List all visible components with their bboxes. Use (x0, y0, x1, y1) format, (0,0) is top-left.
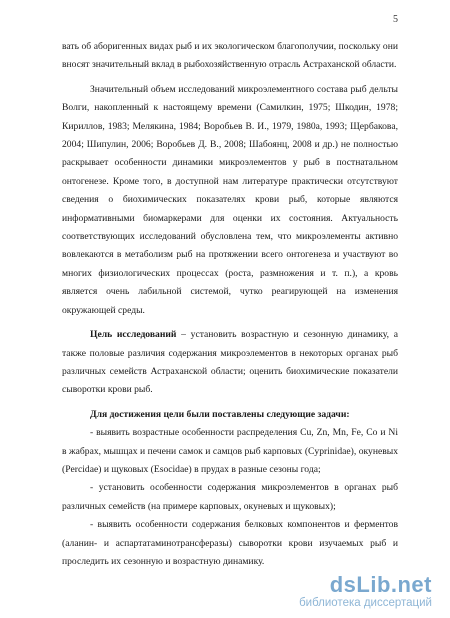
page-number: 5 (393, 14, 398, 25)
tasks-heading: Для достижения цели были поставлены следующие задачи: (90, 408, 350, 420)
goal-text: – установить возрастную и сезонную динамику, а также половые различия содержания микроэлементов в некоторых органах рыб различных семейств Астраханской области; оценить биохимические показатели сыворотки крови рыб. (62, 329, 398, 396)
task-item: - выявить возрастные особенности распределения Cu, Zn, Mn, Fe, Co и Ni в жабрах, мышцах и печени самок и самцов рыб карповых (Cyprinidae), окуневых (Percidae) и щуковых (Esocidae) в прудах в разные сезоны года; (62, 427, 398, 475)
task-item: - установить особенности содержания микроэлементов в органах рыб различных семейств (на примере карповых, окуневых и щуковых); (62, 482, 398, 512)
watermark-logo: dsLib.net (329, 572, 432, 597)
watermark (242, 572, 432, 612)
paragraph-continuation: вать об аборигенных видах рыб и их экологическом благополучии, поскольку они вносят значительный вклад в рыбохозяйственную отрасль Астраханской области. (62, 41, 398, 71)
goal-label: Цель исследований (90, 329, 177, 341)
document-body (62, 38, 398, 571)
task-item: - выявить особенности содержания белковых компонентов и ферментов (аланин- и аспартатаминотрансферазы) сыворотки крови изучаемых рыб и проследить их сезонную и возрастную динамику. (62, 519, 398, 567)
paragraph-goal (62, 326, 398, 400)
watermark-subtitle: библиотека диссертаций (299, 597, 432, 609)
paragraph-research-overview: Значительный объем исследований микроэлементного состава рыб дельты Волги, накопленный к настоящему времени (Самилкин, 1975; Шкодин, 1978; Кириллов, 1983; Мелякина, 1984; Воробьев В. И., 1979, 1980а, 1993; Щербакова, 2004; Шипулин, 2006; Воробьев Д. В., 2008; Шабоянц, 2008 и др.) не полностью раскрывает особенности динамики микроэлементов у рыб в постнатальном онтогенезе. Кроме того, в доступной нам литературе практически отсутствуют сведения о биохимических показателях крови рыб, которые являются информативными биомаркерами для оценки их состояния. Актуальность соответствующих исследований обусловлена тем, что микроэлементы активно вовлекаются в метаболизм рыб на протяжении всего онтогенеза и участвуют во многих физиологических процессах (роста, размножения и т. п.), а кровь является очень лабильной системой, чутко реагирующей на изменения окружающей среды. (62, 83, 398, 316)
